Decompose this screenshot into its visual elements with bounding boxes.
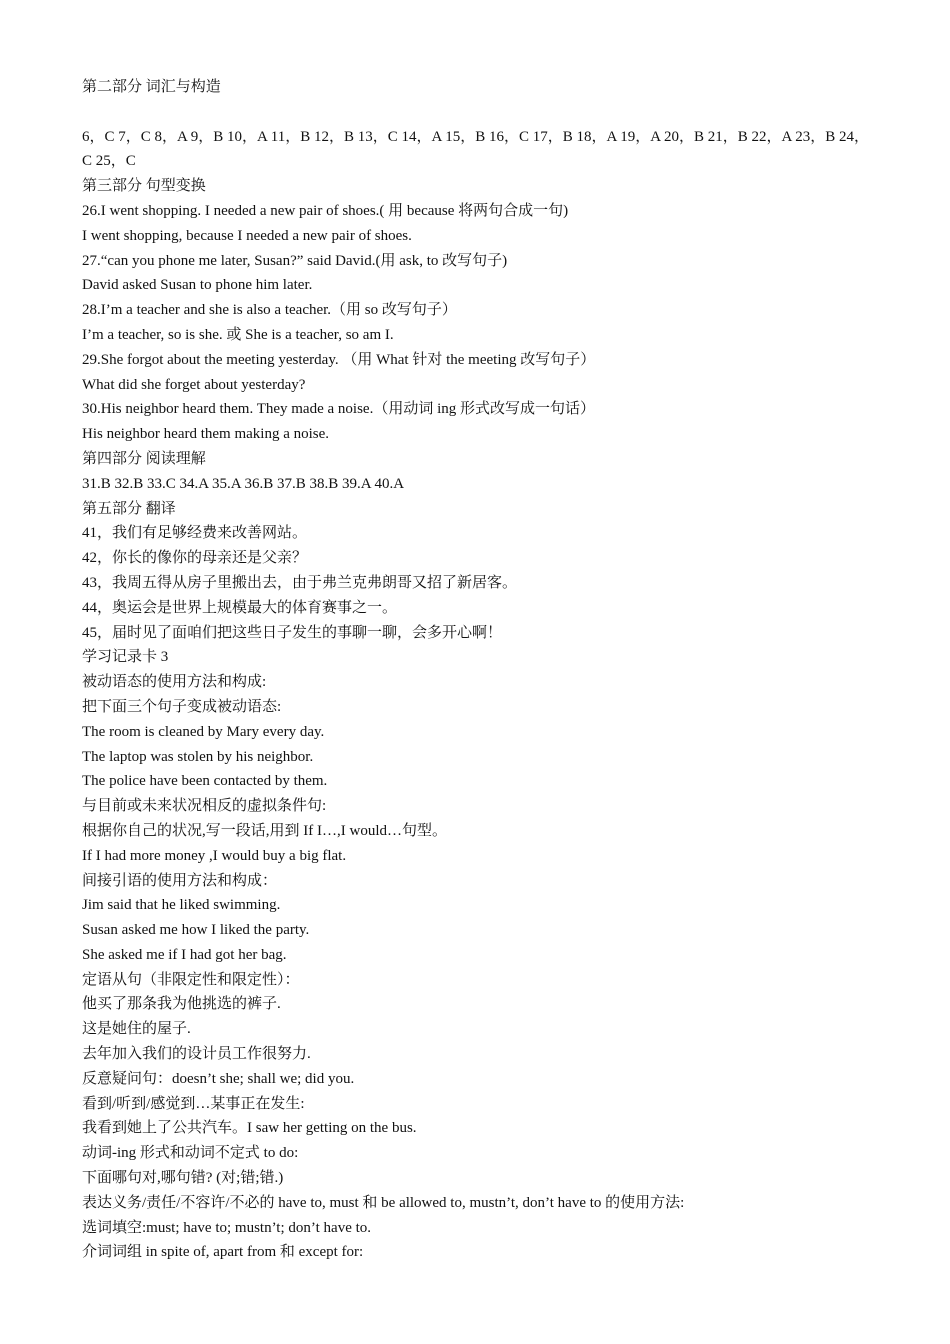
passive-voice-heading: 被动语态的使用方法和构成: bbox=[82, 674, 267, 691]
question-29: 29.She forgot about the meeting yesterday. （用 What 针对 the meeting 改写句子） bbox=[82, 351, 596, 368]
answer-27: David asked Susan to phone him later. bbox=[82, 277, 313, 294]
answer-30: His neighbor heard them making a noise. bbox=[82, 426, 330, 443]
reported-speech-heading: 间接引语的使用方法和构成： bbox=[82, 872, 278, 889]
answer-key-reading: 31.B 32.B 33.C 34.A 35.A 36.B 37.B 38.B 39.A 40.A bbox=[82, 475, 405, 492]
prepositional-phrases-heading: 介词词组 in spite of, apart from 和 except for: bbox=[82, 1244, 364, 1261]
answer-26: I went shopping, because I needed a new pair of shoes. bbox=[82, 227, 412, 244]
document-page bbox=[82, 75, 882, 1265]
relative-example-3: 去年加入我们的设计员工作很努力. bbox=[82, 1046, 311, 1063]
answer-28: I’m a teacher, so is she. 或 She is a teacher, so am I. bbox=[82, 326, 394, 343]
section-heading-part-3: 第三部分 句型变换 bbox=[82, 178, 206, 195]
relative-clause-heading: 定语从句（非限定性和限定性）： bbox=[82, 971, 300, 988]
question-30: 30.His neighbor heard them. They made a noise.（用动词 ing 形式改写成一句话） bbox=[82, 401, 595, 418]
passive-voice-instruction: 把下面三个句子变成被动语态: bbox=[82, 698, 282, 715]
section-heading-part-2: 第二部分 词汇与构造 bbox=[82, 79, 221, 95]
study-card-title: 学习记录卡 3 bbox=[82, 649, 169, 666]
gerund-infinitive-heading: 动词-ing 形式和动词不定式 to do: bbox=[82, 1145, 299, 1162]
passive-example-2: The laptop was stolen by his neighbor. bbox=[82, 748, 314, 765]
translation-43: 43，我周五得从房子里搬出去，由于弗兰克弗朗哥又招了新居客。 bbox=[82, 574, 518, 591]
relative-example-1: 他买了那条我为他挑选的裤子. bbox=[82, 996, 281, 1013]
relative-example-2: 这是她住的屋子. bbox=[82, 1021, 191, 1038]
translation-42: 42，你长的像你的母亲还是父亲？ bbox=[82, 550, 308, 567]
question-26: 26.I went shopping. I needed a new pair of shoes.( 用 because 将两句合成一句) bbox=[82, 202, 569, 219]
question-27: 27.“can you phone me later, Susan?” said David.(用 ask, to 改写句子) bbox=[82, 252, 508, 269]
question-28: 28.I’m a teacher and she is also a teacher.（用 so 改写句子） bbox=[82, 302, 457, 319]
section-heading-part-4: 第四部分 阅读理解 bbox=[82, 450, 206, 467]
perception-example: 我看到她上了公共汽车。I saw her getting on the bus. bbox=[82, 1120, 417, 1137]
gerund-infinitive-answer: 下面哪句对,哪句错? (对;错;错.) bbox=[82, 1170, 284, 1187]
tag-questions-line: 反意疑问句：doesn’t she; shall we; did you. bbox=[82, 1070, 355, 1087]
reported-example-1: Jim said that he liked swimming. bbox=[82, 897, 281, 914]
modal-fill-in: 选词填空:must; have to; mustn’t; don’t have to. bbox=[82, 1219, 372, 1236]
section-heading-part-5: 第五部分 翻译 bbox=[82, 500, 176, 517]
answer-29: What did she forget about yesterday? bbox=[82, 376, 306, 393]
perception-verbs-heading: 看到/听到/感觉到…某事正在发生: bbox=[82, 1095, 305, 1112]
translation-45: 45，届时见了面咱们把这些日子发生的事聊一聊，会多开心啊！ bbox=[82, 624, 503, 641]
conditional-instruction: 根据你自己的状况,写一段话,用到 If I…,I would…句型。 bbox=[82, 822, 447, 839]
reported-example-2: Susan asked me how I liked the party. bbox=[82, 922, 310, 939]
conditional-heading: 与目前或未来状况相反的虚拟条件句: bbox=[82, 798, 327, 815]
conditional-example: If I had more money ,I would buy a big flat. bbox=[82, 847, 347, 864]
passive-example-1: The room is cleaned by Mary every day. bbox=[82, 723, 325, 740]
answer-key-vocabulary: 6，C 7，C 8，A 9，B 10，A 11，B 12，B 13，C 14，A 15，B 16，C 17，B 18，A 19，A 20，B 21，B 22，A 23，B 24，C 25，C bbox=[82, 128, 870, 170]
modal-obligation-heading: 表达义务/责任/不容许/不必的 have to, must 和 be allowed to, mustn’t, don’t have to 的使用方法: bbox=[82, 1194, 685, 1211]
translation-41: 41，我们有足够经费来改善网站。 bbox=[82, 525, 308, 542]
translation-44: 44，奥运会是世界上规模最大的体育赛事之一。 bbox=[82, 599, 398, 616]
passive-example-3: The police have been contacted by them. bbox=[82, 773, 328, 790]
reported-example-3: She asked me if I had got her bag. bbox=[82, 946, 287, 963]
